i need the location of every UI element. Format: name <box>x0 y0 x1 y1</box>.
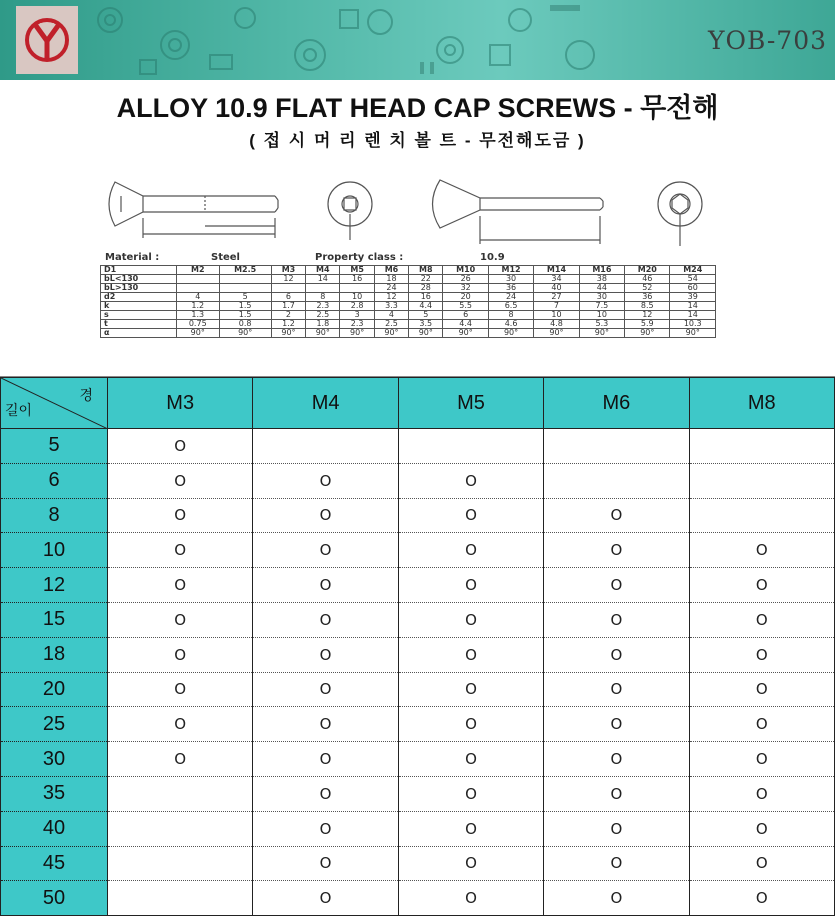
spec-cell: 14 <box>670 311 716 320</box>
availability-cell: O <box>108 637 253 672</box>
material-label: Material : <box>105 252 160 263</box>
spec-cell: 20 <box>443 293 488 302</box>
spec-table <box>100 265 716 338</box>
spec-row-label: D1 <box>101 266 177 275</box>
availability-cell <box>108 881 253 916</box>
spec-cell: 2 <box>271 311 305 320</box>
spec-cell: 5.3 <box>579 320 624 329</box>
spec-cell: 2.5 <box>306 311 340 320</box>
spec-cell: 90° <box>177 329 220 338</box>
screws-pattern-image <box>80 0 640 80</box>
availability-cell: O <box>544 846 689 881</box>
table-row <box>1 846 835 881</box>
spec-cell: M24 <box>670 266 716 275</box>
spec-cell: 4.4 <box>443 320 488 329</box>
spec-cell: 6 <box>271 293 305 302</box>
availability-cell: O <box>108 568 253 603</box>
spec-cell: 2.8 <box>340 302 374 311</box>
availability-cell: O <box>398 846 543 881</box>
spec-row <box>101 329 716 338</box>
table-row <box>1 429 835 464</box>
availability-cell: O <box>544 637 689 672</box>
availability-cell: O <box>689 811 834 846</box>
spec-row-label: t <box>101 320 177 329</box>
page-subtitle: ( 접 시 머 리 렌 치 볼 트 - 무전해도금 ) <box>249 131 586 150</box>
spec-cell: 27 <box>534 293 579 302</box>
availability-cell: O <box>398 463 543 498</box>
spec-cell: M16 <box>579 266 624 275</box>
table-row <box>1 742 835 777</box>
availability-cell: O <box>398 742 543 777</box>
length-cell: 12 <box>1 568 108 603</box>
spec-cell <box>219 275 271 284</box>
availability-cell: O <box>253 811 398 846</box>
availability-cell: O <box>689 637 834 672</box>
spec-cell <box>177 275 220 284</box>
spec-cell: 3 <box>340 311 374 320</box>
column-header: M4 <box>253 378 398 429</box>
spec-cell: 1.5 <box>219 311 271 320</box>
spec-cell: 90° <box>670 329 716 338</box>
availability-cell: O <box>689 533 834 568</box>
availability-cell: O <box>108 707 253 742</box>
spec-cell: 12 <box>625 311 670 320</box>
availability-cell: O <box>398 811 543 846</box>
length-label: 길이 <box>5 403 33 419</box>
availability-cell: O <box>253 672 398 707</box>
availability-cell: O <box>689 846 834 881</box>
availability-cell: O <box>544 811 689 846</box>
spec-cell: 5 <box>219 293 271 302</box>
availability-cell: O <box>544 498 689 533</box>
availability-cell: O <box>544 602 689 637</box>
availability-cell: O <box>544 742 689 777</box>
spec-cell: 90° <box>443 329 488 338</box>
availability-cell: O <box>398 672 543 707</box>
spec-cell: 24 <box>488 293 533 302</box>
spec-cell: 90° <box>219 329 271 338</box>
length-cell: 35 <box>1 776 108 811</box>
spec-cell: 5.9 <box>625 320 670 329</box>
spec-cell: 6 <box>443 311 488 320</box>
spec-cell: M5 <box>340 266 374 275</box>
spec-row-label: d2 <box>101 293 177 302</box>
spec-cell: 4 <box>177 293 220 302</box>
spec-material-line <box>105 252 705 266</box>
spec-cell: 1.2 <box>177 302 220 311</box>
availability-cell: O <box>253 533 398 568</box>
spec-cell: 2.3 <box>340 320 374 329</box>
material-value: Steel <box>211 252 240 263</box>
spec-cell: M10 <box>443 266 488 275</box>
spec-cell: M12 <box>488 266 533 275</box>
spec-cell: 0.75 <box>177 320 220 329</box>
availability-cell: O <box>398 533 543 568</box>
availability-cell: O <box>398 637 543 672</box>
availability-cell: O <box>108 498 253 533</box>
spec-cell: 90° <box>534 329 579 338</box>
availability-cell: O <box>108 533 253 568</box>
availability-cell: O <box>253 463 398 498</box>
length-cell: 20 <box>1 672 108 707</box>
spec-row-label: bL<130 <box>101 275 177 284</box>
product-code: YOB-703 <box>708 26 827 55</box>
spec-cell: 7 <box>534 302 579 311</box>
spec-cell: 39 <box>670 293 716 302</box>
spec-row-label: α <box>101 329 177 338</box>
spec-cell: 14 <box>306 275 340 284</box>
spec-cell: 12 <box>374 293 408 302</box>
spec-cell: 4.6 <box>488 320 533 329</box>
spec-cell: M6 <box>374 266 408 275</box>
availability-cell: O <box>689 881 834 916</box>
availability-cell <box>108 776 253 811</box>
table-row <box>1 568 835 603</box>
spec-cell: 22 <box>409 275 443 284</box>
availability-cell: O <box>689 707 834 742</box>
length-cell: 40 <box>1 811 108 846</box>
availability-cell <box>108 846 253 881</box>
spec-cell: 16 <box>409 293 443 302</box>
availability-cell <box>108 811 253 846</box>
spec-cell: 34 <box>534 275 579 284</box>
table-row <box>1 707 835 742</box>
spec-cell: M2.5 <box>219 266 271 275</box>
availability-cell: O <box>108 672 253 707</box>
spec-cell: M14 <box>534 266 579 275</box>
spec-cell: 52 <box>625 284 670 293</box>
spec-cell: 4.8 <box>534 320 579 329</box>
table-row <box>1 811 835 846</box>
spec-cell: 7.5 <box>579 302 624 311</box>
availability-cell: O <box>544 533 689 568</box>
availability-cell <box>544 463 689 498</box>
spec-cell: 2.5 <box>374 320 408 329</box>
availability-cell: O <box>398 568 543 603</box>
spec-cell: 1.5 <box>219 302 271 311</box>
availability-cell: O <box>253 602 398 637</box>
spec-cell: 2.3 <box>306 302 340 311</box>
spec-cell: M4 <box>306 266 340 275</box>
spec-cell: 90° <box>306 329 340 338</box>
availability-cell: O <box>689 672 834 707</box>
spec-cell: 24 <box>374 284 408 293</box>
table-row <box>1 672 835 707</box>
availability-cell: O <box>253 846 398 881</box>
spec-row <box>101 284 716 293</box>
spec-cell: 3.3 <box>374 302 408 311</box>
spec-cell: 44 <box>579 284 624 293</box>
table-row <box>1 602 835 637</box>
length-cell: 15 <box>1 602 108 637</box>
column-header: M3 <box>108 378 253 429</box>
corner-header <box>1 378 108 429</box>
availability-cell: O <box>398 498 543 533</box>
availability-cell: O <box>544 672 689 707</box>
table-row <box>1 776 835 811</box>
spec-cell: 16 <box>340 275 374 284</box>
screw-technical-drawing <box>95 170 740 258</box>
spec-cell: 10 <box>579 311 624 320</box>
table-row <box>1 533 835 568</box>
availability-cell: O <box>253 568 398 603</box>
length-cell: 10 <box>1 533 108 568</box>
length-cell: 5 <box>1 429 108 464</box>
length-cell: 50 <box>1 881 108 916</box>
length-cell: 45 <box>1 846 108 881</box>
header-banner <box>0 0 835 80</box>
property-class-value: 10.9 <box>480 252 505 263</box>
spec-cell: 8 <box>488 311 533 320</box>
availability-cell: O <box>544 707 689 742</box>
availability-cell: O <box>689 776 834 811</box>
availability-cell: O <box>108 602 253 637</box>
y-shield-logo-icon <box>22 13 72 67</box>
spec-cell: 28 <box>409 284 443 293</box>
availability-cell: O <box>108 463 253 498</box>
spec-cell: 60 <box>670 284 716 293</box>
spec-cell: 14 <box>670 302 716 311</box>
availability-cell: O <box>398 776 543 811</box>
spec-cell: 38 <box>579 275 624 284</box>
spec-cell: 46 <box>625 275 670 284</box>
length-cell: 8 <box>1 498 108 533</box>
spec-cell: 90° <box>409 329 443 338</box>
availability-cell <box>689 429 834 464</box>
diameter-label: 경 <box>79 388 93 404</box>
spec-row-label: s <box>101 311 177 320</box>
table-header-row <box>1 378 835 429</box>
spec-cell: 10 <box>340 293 374 302</box>
column-header: M8 <box>689 378 834 429</box>
spec-cell: 1.8 <box>306 320 340 329</box>
availability-cell: O <box>253 637 398 672</box>
availability-cell <box>689 498 834 533</box>
spec-cell: 36 <box>488 284 533 293</box>
length-cell: 18 <box>1 637 108 672</box>
spec-cell: 36 <box>625 293 670 302</box>
availability-table <box>0 377 835 916</box>
spec-cell: 1.3 <box>177 311 220 320</box>
spec-cell: 5 <box>409 311 443 320</box>
spec-cell: 10 <box>534 311 579 320</box>
availability-cell: O <box>108 429 253 464</box>
spec-cell: 90° <box>271 329 305 338</box>
availability-cell: O <box>108 742 253 777</box>
availability-cell <box>689 463 834 498</box>
spec-cell: 90° <box>374 329 408 338</box>
table-row <box>1 637 835 672</box>
length-cell: 30 <box>1 742 108 777</box>
spec-cell: 18 <box>374 275 408 284</box>
page-title: ALLOY 10.9 FLAT HEAD CAP SCREWS - 무전해 <box>116 93 719 123</box>
spec-cell: 10.3 <box>670 320 716 329</box>
spec-cell: M8 <box>409 266 443 275</box>
availability-cell <box>544 429 689 464</box>
availability-cell <box>253 429 398 464</box>
spec-cell: 90° <box>625 329 670 338</box>
availability-cell: O <box>398 881 543 916</box>
availability-cell: O <box>253 742 398 777</box>
availability-cell <box>398 429 543 464</box>
spec-cell: 6.5 <box>488 302 533 311</box>
availability-cell: O <box>689 742 834 777</box>
spec-cell: 40 <box>534 284 579 293</box>
length-cell: 25 <box>1 707 108 742</box>
table-row <box>1 463 835 498</box>
spec-cell: 1.2 <box>271 320 305 329</box>
property-class-label: Property class : <box>315 252 404 263</box>
table-row <box>1 881 835 916</box>
length-cell: 6 <box>1 463 108 498</box>
availability-cell: O <box>544 881 689 916</box>
availability-cell: O <box>253 776 398 811</box>
spec-cell: 0.8 <box>219 320 271 329</box>
company-logo <box>16 6 78 74</box>
spec-row <box>101 266 716 275</box>
table-row <box>1 498 835 533</box>
column-header: M5 <box>398 378 543 429</box>
availability-cell: O <box>544 776 689 811</box>
availability-cell: O <box>253 881 398 916</box>
spec-cell: 32 <box>443 284 488 293</box>
availability-cell: O <box>689 602 834 637</box>
availability-cell: O <box>544 568 689 603</box>
spec-cell: M3 <box>271 266 305 275</box>
spec-cell: 30 <box>488 275 533 284</box>
spec-cell: 4 <box>374 311 408 320</box>
spec-cell: 30 <box>579 293 624 302</box>
spec-cell: 26 <box>443 275 488 284</box>
spec-cell: 4.4 <box>409 302 443 311</box>
availability-cell: O <box>689 568 834 603</box>
availability-cell: O <box>253 498 398 533</box>
spec-cell: M20 <box>625 266 670 275</box>
spec-cell: 1.7 <box>271 302 305 311</box>
spec-cell: 54 <box>670 275 716 284</box>
availability-cell: O <box>398 602 543 637</box>
spec-cell: 8.5 <box>625 302 670 311</box>
spec-cell: 90° <box>488 329 533 338</box>
spec-cell: 90° <box>340 329 374 338</box>
column-header: M6 <box>544 378 689 429</box>
spec-cell: M2 <box>177 266 220 275</box>
spec-cell: 8 <box>306 293 340 302</box>
spec-cell: 12 <box>271 275 305 284</box>
availability-cell: O <box>398 707 543 742</box>
spec-cell: 5.5 <box>443 302 488 311</box>
spec-row <box>101 275 716 284</box>
availability-cell: O <box>253 707 398 742</box>
spec-row-label: k <box>101 302 177 311</box>
spec-cell: 90° <box>579 329 624 338</box>
spec-cell: 3.5 <box>409 320 443 329</box>
spec-row-label: bL>130 <box>101 284 177 293</box>
